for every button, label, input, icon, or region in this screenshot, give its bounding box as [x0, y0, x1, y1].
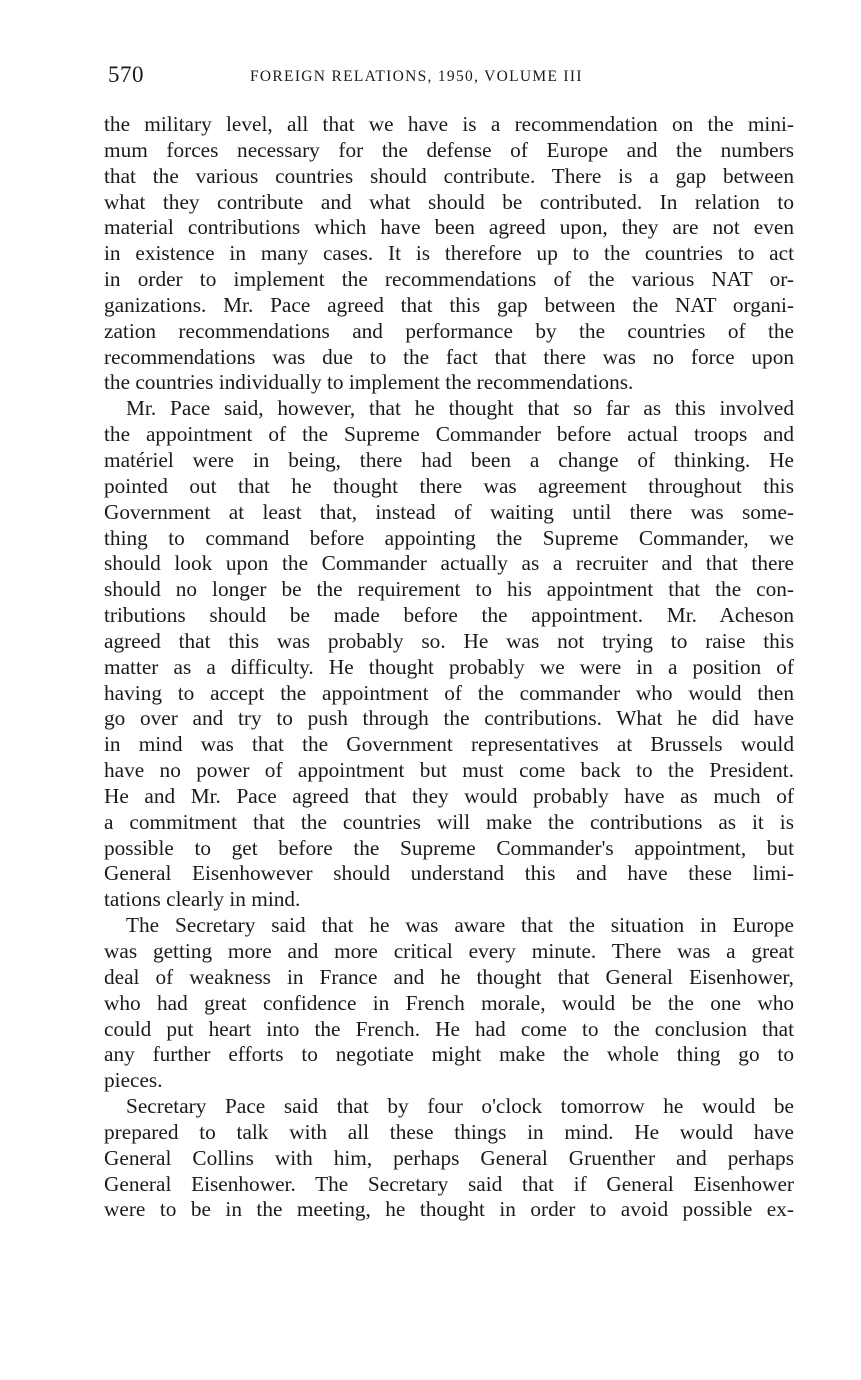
text-line: thing to command before appointing the Supreme Commander, we	[104, 525, 794, 550]
text-line: recommendations was due to the fact that there was no force upon	[104, 344, 794, 369]
text-line: what they contribute and what should be contributed. In relation to	[104, 189, 794, 214]
text-line: have no power of appointment but must come back to the President.	[104, 758, 794, 783]
paragraph	[104, 913, 794, 1094]
text-line: a commitment that the countries will make the contributions as it is	[104, 809, 794, 834]
text-line: Government at least that, instead of waiting until there was some-	[104, 499, 794, 524]
page-number: 570	[108, 62, 144, 87]
text-line: the countries individually to implement the recommendations.	[104, 370, 634, 395]
running-head: FOREIGN RELATIONS, 1950, VOLUME III	[250, 68, 583, 85]
text-line: in mind was that the Government representatives at Brussels would	[104, 732, 794, 757]
text-line: pieces.	[104, 1068, 163, 1093]
text-line: who had great confidence in French morale, would be the one who	[104, 990, 794, 1015]
page-header	[108, 62, 798, 94]
text-line: should no longer be the requirement to his appointment that the con-	[104, 577, 794, 602]
text-line: tributions should be made before the appointment. Mr. Acheson	[104, 603, 794, 628]
text-line: General Collins with him, perhaps General Gruenther and perhaps	[104, 1145, 794, 1170]
text-line: could put heart into the French. He had come to the conclusion that	[104, 1016, 794, 1041]
text-line: in existence in many cases. It is therefore up to the countries to act	[104, 241, 794, 266]
text-line: that the various countries should contribute. There is a gap between	[104, 163, 794, 188]
text-line: zation recommendations and performance by the countries of the	[104, 318, 794, 343]
text-line: possible to get before the Supreme Commander's appointment, but	[104, 835, 794, 860]
text-line: He and Mr. Pace agreed that they would probably have as much of	[104, 783, 794, 808]
text-line: General Eisenhowever should understand this and have these limi-	[104, 861, 794, 886]
paragraph	[104, 396, 794, 913]
text-line: tations clearly in mind.	[104, 887, 301, 912]
body-text	[104, 112, 794, 1223]
text-line: was getting more and more critical every minute. There was a great	[104, 939, 794, 963]
text-line: prepared to talk with all these things in mind. He would have	[104, 1119, 794, 1144]
text-line: the appointment of the Supreme Commander before actual troops and	[104, 422, 794, 447]
text-line: were to be in the meeting, he thought in order to avoid possible ex-	[104, 1197, 794, 1222]
text-line: go over and try to push through the contributions. What he did have	[104, 706, 794, 731]
text-line: Mr. Pace said, however, that he thought that so far as this involved	[126, 396, 794, 421]
text-line: pointed out that he thought there was agreement throughout this	[104, 473, 794, 498]
text-line: General Eisenhower. The Secretary said that if General Eisenhower	[104, 1171, 794, 1196]
text-line: having to accept the appointment of the commander who would then	[104, 680, 794, 705]
text-line: The Secretary said that he was aware that the situation in Europe	[126, 913, 794, 938]
text-line: in order to implement the recommendations of the various NAT or-	[104, 267, 794, 292]
text-line: any further efforts to negotiate might make the whole thing go to	[104, 1042, 794, 1067]
text-line: agreed that this was probably so. He was not trying to raise this	[104, 628, 794, 653]
paragraph	[104, 112, 794, 396]
text-line: deal of weakness in France and he thought that General Eisenhower,	[104, 964, 794, 989]
text-line: Secretary Pace said that by four o'clock tomorrow he would be	[126, 1094, 794, 1119]
text-line: ganizations. Mr. Pace agreed that this gap between the NAT organi-	[104, 292, 794, 317]
text-line: matter as a difficulty. He thought probably we were in a position of	[104, 654, 794, 679]
text-line: mum forces necessary for the defense of Europe and the numbers	[104, 137, 794, 162]
text-line: matériel were in being, there had been a change of thinking. He	[104, 447, 794, 472]
paragraph	[104, 1094, 794, 1223]
text-line: the military level, all that we have is a recommendation on the mini-	[104, 112, 794, 136]
text-line: material contributions which have been agreed upon, they are not even	[104, 215, 794, 240]
text-line: should look upon the Commander actually as a recruiter and that there	[104, 551, 794, 576]
